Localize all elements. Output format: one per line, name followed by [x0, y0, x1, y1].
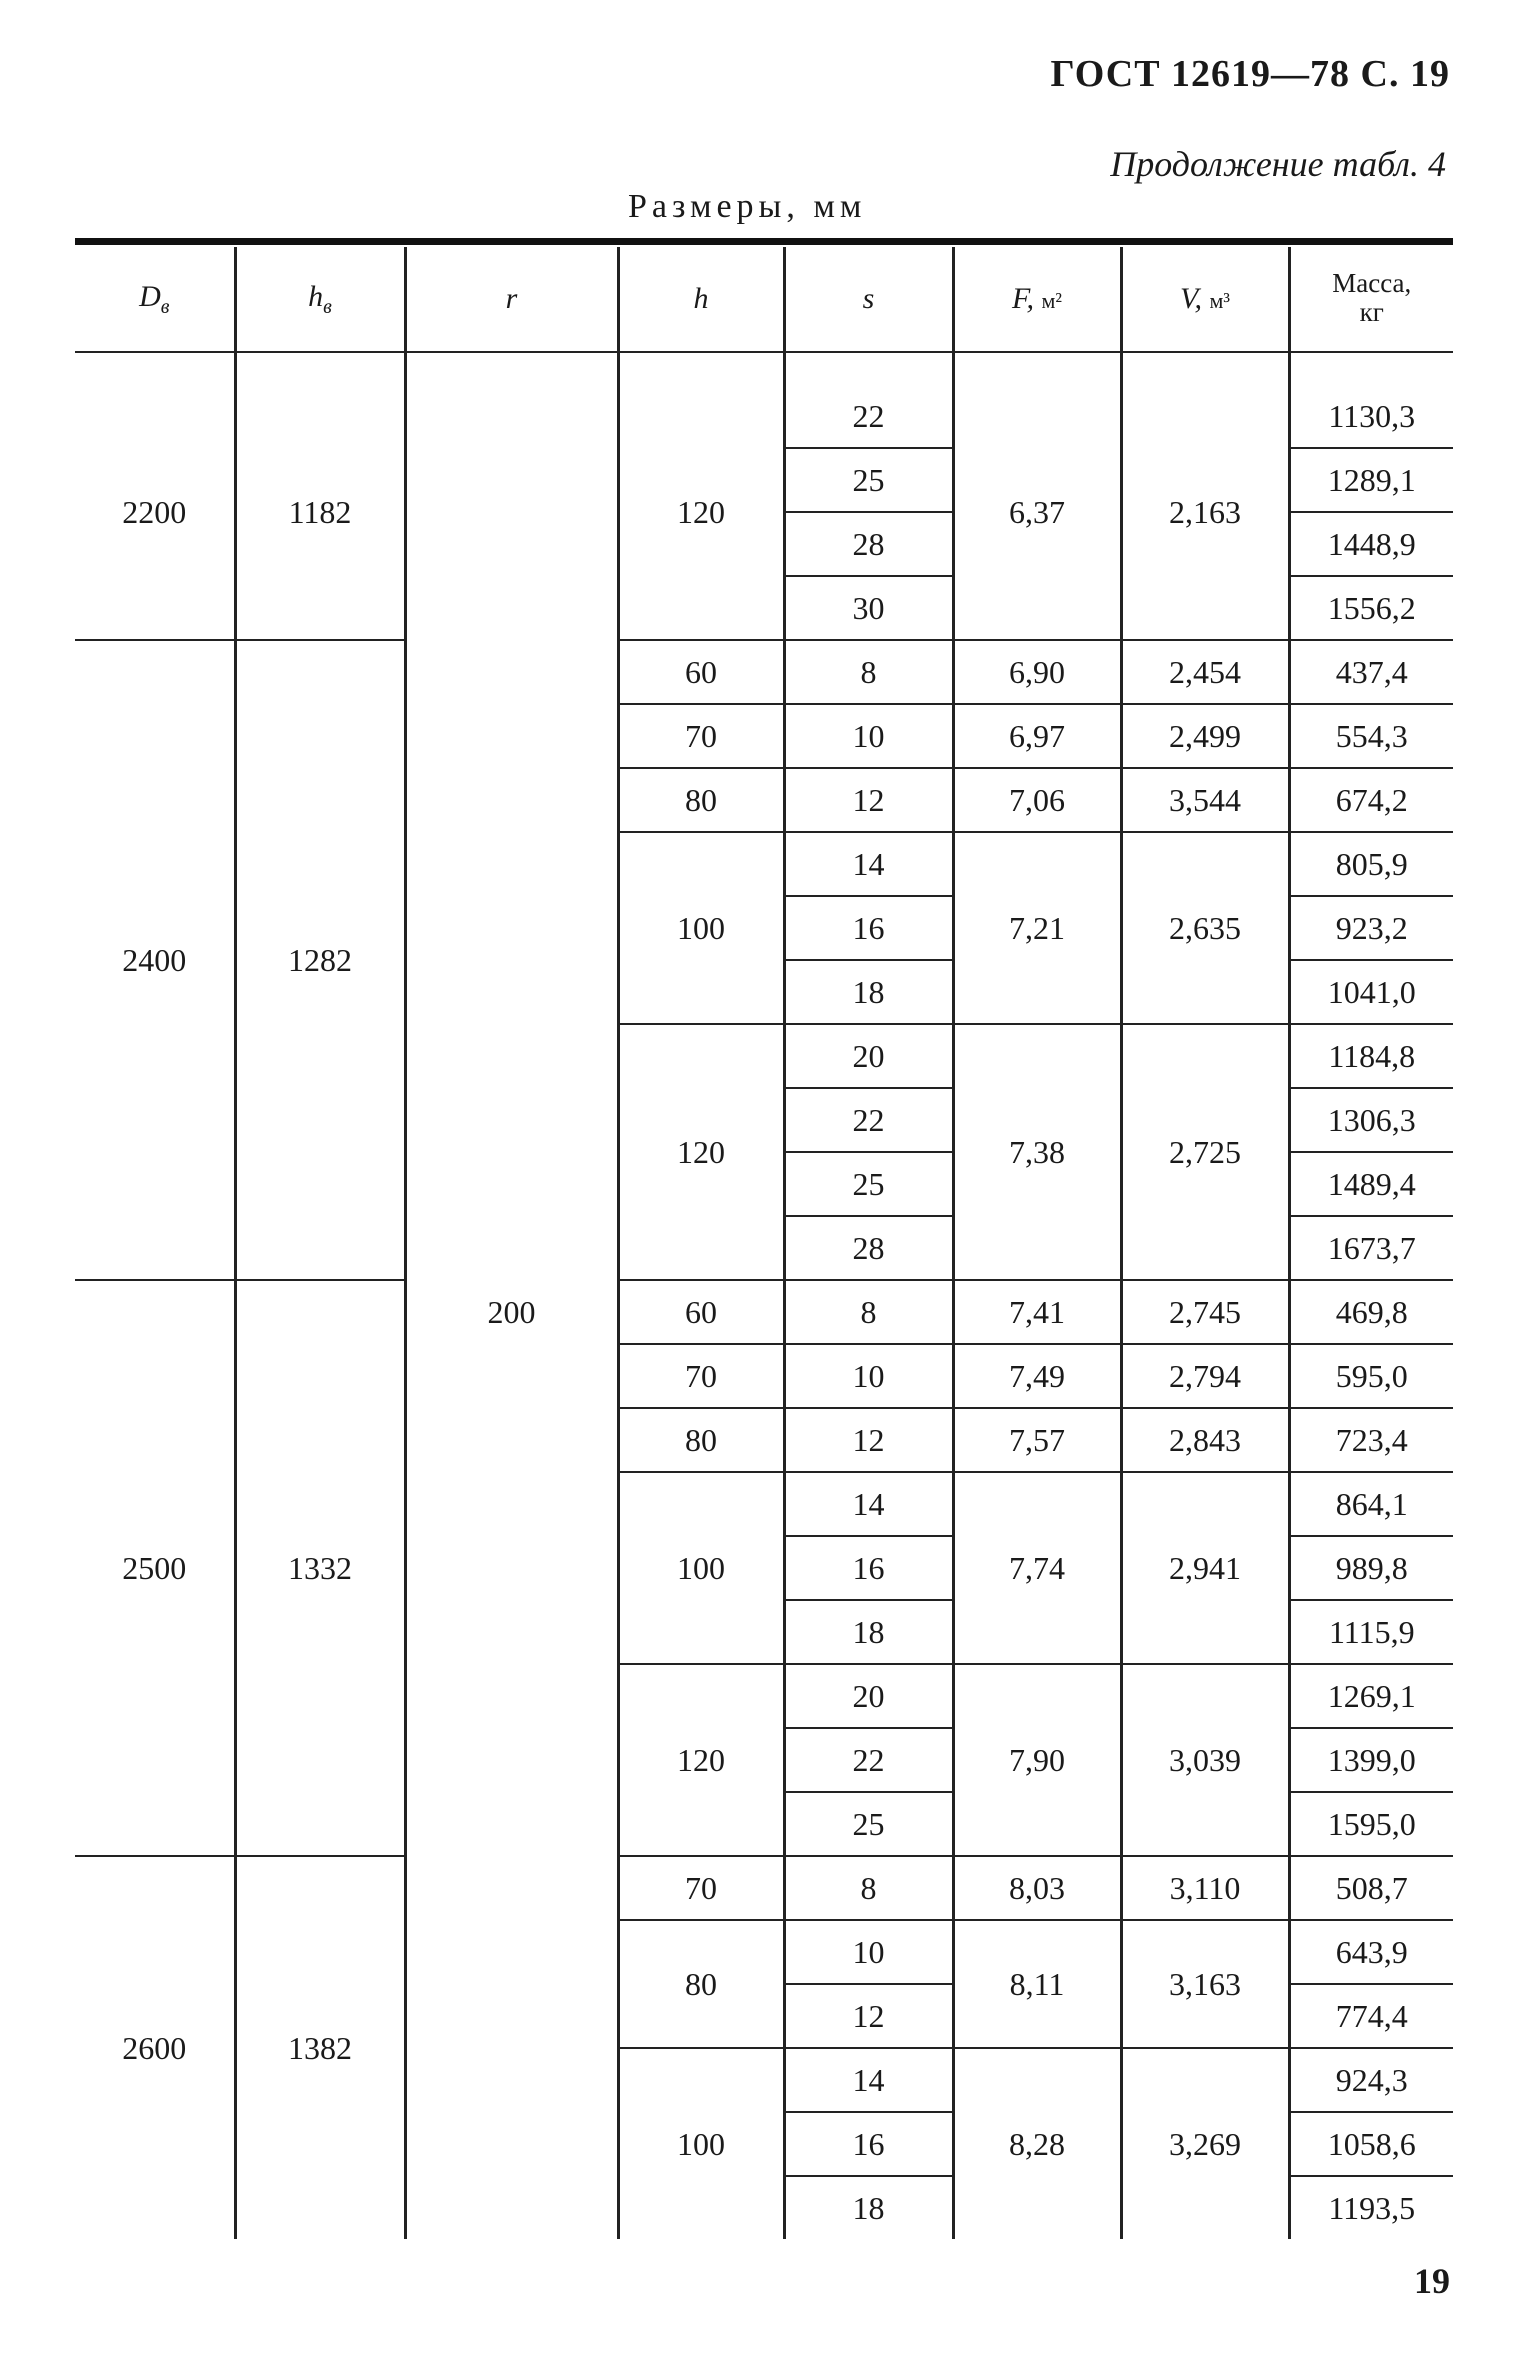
cell-s: 10	[784, 704, 953, 768]
cell-f: 8,28	[953, 2048, 1121, 2239]
cell-mass: 989,8	[1289, 1536, 1453, 1600]
cell-mass: 1184,8	[1289, 1024, 1453, 1088]
cell-mass: 595,0	[1289, 1344, 1453, 1408]
cell-v: 2,745	[1121, 1280, 1289, 1344]
cell-v: 3,269	[1121, 2048, 1289, 2239]
cell-s: 18	[784, 2176, 953, 2239]
table-row	[75, 640, 1453, 704]
cell-mass: 1058,6	[1289, 2112, 1453, 2176]
cell-d: 2500	[75, 1280, 235, 1856]
column-header-mass: Масса, кг	[1289, 247, 1453, 352]
cell-h: 100	[618, 832, 784, 1024]
cell-mass: 1448,9	[1289, 512, 1453, 576]
cell-s: 8	[784, 640, 953, 704]
cell-r: 200	[405, 385, 618, 2239]
column-header-hv: $h_в$	[235, 247, 405, 352]
cell-v: 3,544	[1121, 768, 1289, 832]
cell-hv: 1332	[235, 1280, 405, 1856]
cell-hv: 1282	[235, 640, 405, 1280]
table-body	[75, 352, 1453, 2239]
cell-s: 8	[784, 1280, 953, 1344]
cell-s: 20	[784, 1024, 953, 1088]
spacer-cell	[1289, 352, 1453, 385]
cell-mass: 923,2	[1289, 896, 1453, 960]
cell-mass: 774,4	[1289, 1984, 1453, 2048]
column-header-v: V, м³	[1121, 247, 1289, 352]
cell-s: 28	[784, 512, 953, 576]
cell-s: 25	[784, 1792, 953, 1856]
cell-h: 100	[618, 1472, 784, 1664]
cell-s: 12	[784, 1408, 953, 1472]
cell-h: 100	[618, 2048, 784, 2239]
spacer-cell	[405, 352, 618, 385]
cell-d: 2400	[75, 640, 235, 1280]
cell-s: 16	[784, 1536, 953, 1600]
spacer-cell	[75, 352, 235, 385]
cell-d: 2200	[75, 385, 235, 640]
cell-mass: 805,9	[1289, 832, 1453, 896]
spacer-cell	[784, 352, 953, 385]
cell-mass: 864,1	[1289, 1472, 1453, 1536]
cell-hv: 1182	[235, 385, 405, 640]
cell-f: 7,49	[953, 1344, 1121, 1408]
cell-v: 2,794	[1121, 1344, 1289, 1408]
cell-mass: 1673,7	[1289, 1216, 1453, 1280]
cell-s: 22	[784, 385, 953, 448]
cell-mass: 1193,5	[1289, 2176, 1453, 2239]
cell-f: 6,90	[953, 640, 1121, 704]
cell-s: 16	[784, 896, 953, 960]
table-header-row	[75, 247, 1453, 352]
cell-mass: 1130,3	[1289, 385, 1453, 448]
cell-f: 7,41	[953, 1280, 1121, 1344]
cell-mass: 1289,1	[1289, 448, 1453, 512]
cell-f: 7,06	[953, 768, 1121, 832]
cell-h: 80	[618, 1920, 784, 2048]
cell-h: 120	[618, 1024, 784, 1280]
cell-f: 6,97	[953, 704, 1121, 768]
cell-s: 14	[784, 1472, 953, 1536]
spacer-cell	[618, 352, 784, 385]
cell-hv: 1382	[235, 1856, 405, 2239]
cell-s: 12	[784, 768, 953, 832]
cell-f: 7,74	[953, 1472, 1121, 1664]
cell-h: 80	[618, 768, 784, 832]
cell-v: 2,499	[1121, 704, 1289, 768]
column-header-s: s	[784, 247, 953, 352]
table-top-rule	[75, 238, 1453, 245]
cell-mass: 508,7	[1289, 1856, 1453, 1920]
cell-mass: 437,4	[1289, 640, 1453, 704]
cell-s: 28	[784, 1216, 953, 1280]
cell-mass: 1595,0	[1289, 1792, 1453, 1856]
cell-s: 14	[784, 832, 953, 896]
column-header-r: r	[405, 247, 618, 352]
cell-mass: 469,8	[1289, 1280, 1453, 1344]
cell-s: 18	[784, 1600, 953, 1664]
cell-f: 7,38	[953, 1024, 1121, 1280]
spacer-row	[75, 352, 1453, 385]
cell-h: 70	[618, 1344, 784, 1408]
cell-h: 120	[618, 385, 784, 640]
cell-mass: 1269,1	[1289, 1664, 1453, 1728]
cell-h: 120	[618, 1664, 784, 1856]
cell-s: 22	[784, 1088, 953, 1152]
cell-mass: 643,9	[1289, 1920, 1453, 1984]
dimensions-table	[75, 247, 1453, 2239]
cell-mass: 674,2	[1289, 768, 1453, 832]
column-header-d: $D_в$	[75, 247, 235, 352]
spacer-cell	[1121, 352, 1289, 385]
cell-h: 60	[618, 640, 784, 704]
cell-h: 70	[618, 1856, 784, 1920]
cell-v: 3,163	[1121, 1920, 1289, 2048]
cell-mass: 924,3	[1289, 2048, 1453, 2112]
cell-mass: 723,4	[1289, 1408, 1453, 1472]
column-header-h: h	[618, 247, 784, 352]
cell-mass: 1306,3	[1289, 1088, 1453, 1152]
cell-s: 12	[784, 1984, 953, 2048]
cell-d: 2600	[122, 2029, 187, 2066]
cell-mass: 1115,9	[1289, 1600, 1453, 1664]
cell-s: 10	[784, 1920, 953, 1984]
cell-h: 80	[618, 1408, 784, 1472]
cell-f: 7,90	[953, 1664, 1121, 1856]
cell-f: 6,37	[953, 385, 1121, 640]
cell-f: 7,21	[953, 832, 1121, 1024]
column-header-f: F, м²	[953, 247, 1121, 352]
cell-v: 3,110	[1121, 1856, 1289, 1920]
cell-v: 2,635	[1121, 832, 1289, 1024]
spacer-cell	[953, 352, 1121, 385]
page-header: ГОСТ 12619—78 С. 19	[1050, 53, 1450, 95]
cell-s: 10	[784, 1344, 953, 1408]
cell-v: 2,454	[1121, 640, 1289, 704]
cell-f: 8,11	[953, 1920, 1121, 2048]
cell-s: 20	[784, 1664, 953, 1728]
cell-f: 8,03	[953, 1856, 1121, 1920]
spacer-cell	[235, 352, 405, 385]
table-row	[75, 385, 1453, 448]
table-row	[75, 1280, 1453, 1344]
cell-s: 14	[784, 2048, 953, 2112]
cell-s: 8	[784, 1856, 953, 1920]
page-number: 19	[1414, 2261, 1450, 2301]
cell-s: 22	[784, 1728, 953, 1792]
cell-mass: 1399,0	[1289, 1728, 1453, 1792]
cell-v: 3,039	[1121, 1664, 1289, 1856]
cell-h: 70	[618, 704, 784, 768]
cell-s: 16	[784, 2112, 953, 2176]
cell-v: 2,725	[1121, 1024, 1289, 1280]
cell-s: 25	[784, 1152, 953, 1216]
table-continuation-label: Продолжение табл. 4	[1110, 144, 1446, 184]
table-row	[75, 1856, 1453, 1920]
cell-h: 60	[618, 1280, 784, 1344]
cell-s: 18	[784, 960, 953, 1024]
cell-mass: 554,3	[1289, 704, 1453, 768]
cell-mass: 1041,0	[1289, 960, 1453, 1024]
cell-s: 25	[784, 448, 953, 512]
cell-v: 2,163	[1121, 385, 1289, 640]
cell-f: 7,57	[953, 1408, 1121, 1472]
cell-mass: 1556,2	[1289, 576, 1453, 640]
cell-v: 2,843	[1121, 1408, 1289, 1472]
dimensions-caption: Размеры, мм	[628, 188, 867, 225]
cell-s: 30	[784, 576, 953, 640]
cell-mass: 1489,4	[1289, 1152, 1453, 1216]
cell-v: 2,941	[1121, 1472, 1289, 1664]
